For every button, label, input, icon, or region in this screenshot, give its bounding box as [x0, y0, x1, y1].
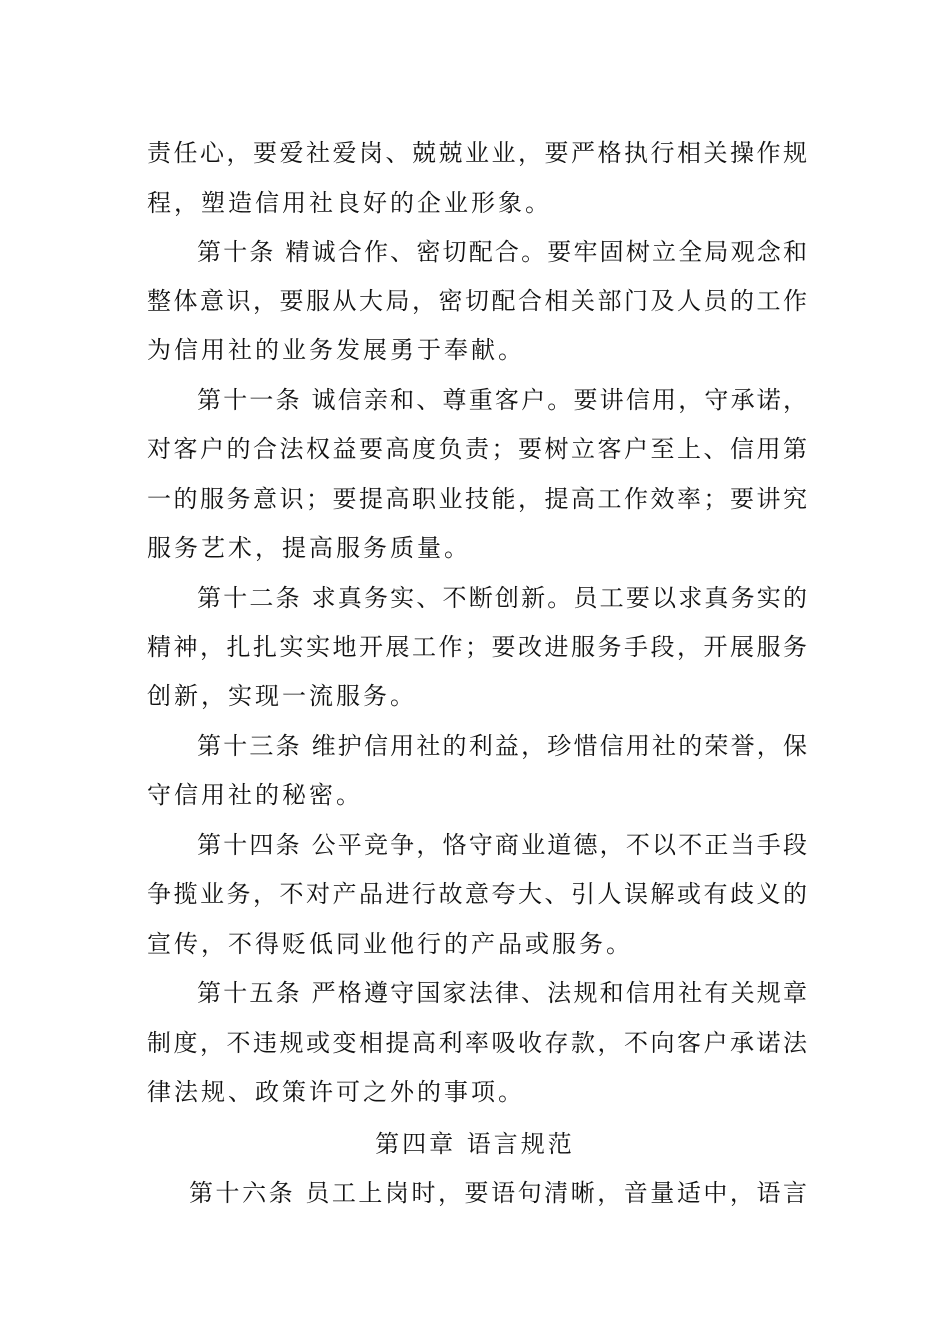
text-line: 争揽业务，不对产品进行故意夸大、引人误解或有歧义的: [147, 880, 807, 908]
text-line: 宣传，不得贬低同业他行的产品或服务。: [147, 930, 633, 958]
text-line: 一的服务意识；要提高职业技能，提高工作效率；要讲究: [147, 485, 807, 513]
text-line: 精神，扎扎实实地开展工作；要改进服务手段，开展服务: [147, 633, 807, 661]
text-line: 整体意识，要服从大局，密切配合相关部门及人员的工作: [147, 287, 807, 315]
text-line: 责任心，要爱社爱岗、兢兢业业，要严格执行相关操作规: [147, 139, 807, 167]
article-13-line: 第十三条 维护信用社的利益，珍惜信用社的荣誉，保: [197, 732, 807, 760]
text-line: 为信用社的业务发展勇于奉献。: [147, 336, 525, 364]
article-11-line: 第十一条 诚信亲和、尊重客户。要讲信用，守承诺，: [197, 386, 807, 414]
text-line: 创新，实现一流服务。: [147, 682, 417, 710]
article-16-line: 第十六条 员工上岗时，要语句清晰，音量适中，语言: [189, 1179, 807, 1207]
text-line: 律法规、政策许可之外的事项。: [147, 1078, 525, 1106]
article-14-line: 第十四条 公平竞争，恪守商业道德，不以不正当手段: [197, 831, 807, 859]
text-line: 程，塑造信用社良好的企业形象。: [147, 189, 552, 217]
article-12-line: 第十二条 求真务实、不断创新。员工要以求真务实的: [197, 584, 807, 612]
text-line: 对客户的合法权益要高度负责；要树立客户至上、信用第: [147, 435, 807, 463]
article-15-line: 第十五条 严格遵守国家法律、法规和信用社有关规章: [197, 979, 807, 1007]
article-10-line: 第十条 精诚合作、密切配合。要牢固树立全局观念和: [197, 238, 807, 266]
text-line: 服务艺术，提高服务质量。: [147, 534, 471, 562]
chapter-heading: 第四章 语言规范: [375, 1130, 575, 1158]
text-line: 守信用社的秘密。: [147, 781, 363, 809]
text-line: 制度，不违规或变相提高利率吸收存款，不向客户承诺法: [147, 1029, 807, 1057]
